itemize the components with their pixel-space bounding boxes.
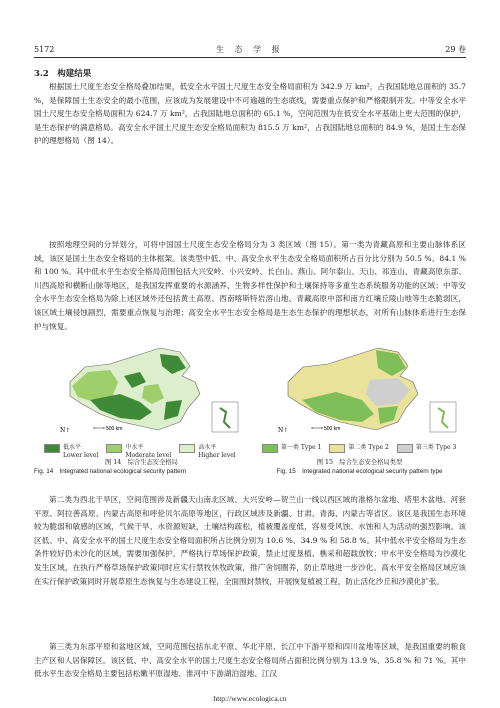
- section-heading: 3.2 构建结果: [34, 69, 92, 79]
- legend-label-cn: 高水平: [198, 444, 217, 451]
- legend-swatch: [44, 444, 60, 453]
- fig15-scale-label: 500 km: [324, 426, 341, 432]
- legend-label-en: Lower level: [63, 452, 99, 459]
- legend-item-type1: [262, 444, 321, 453]
- running-header: [34, 42, 466, 56]
- legend-item-type2: [329, 444, 388, 453]
- footer-url: http://www.ecologica.cn: [213, 694, 287, 703]
- legend-swatch: [262, 444, 278, 453]
- figure-15-map: [258, 342, 463, 437]
- paragraph-2: 按照地理空间的分异划分，可将中国国土尺度生态安全格局分为 3 类区域（图 15）。第一类为青藏高原和主要山脉体系区域，该区是国土生态安全格局的主体框架。该类型中低、中、高安全水平生态安全格局面积所占百分比分别为 50.5 %、84.1 % 和 100 %。其中低水平生态安全格局范围包括大兴安岭、小兴安岭、长白山、燕山、阿尔泰山、天山、祁连山、青藏高原东部、川西高原和横断山脉等地区，是我国发挥重要的水源涵养、生物多样性保护和土壤保持等多重生态系统服务功能的区域；中等安全水平生态安全格局为除上述区域外还包括黄土高原、西南喀斯特岩溶山地、青藏高原中部和南方红壤丘陵山地等生态脆弱区，该区域土壤侵蚀剧烈，需要重点恢复与治理；高安全水平生态安全格局是生态生态保护的理想状态，对所有山脉体系进行生态保护与恢复。: [34, 240, 466, 331]
- figure-15-legend: [262, 444, 456, 453]
- legend-label-cn: 中水平: [125, 444, 144, 451]
- paragraph-3: 第二类为西北干旱区，空间范围涉及新疆天山南北区域、大兴安岭—贺兰山一线以西区域的准格尔盆地、塔里木盆地、河套平原、阿拉善高原、内蒙古高原和呼伦贝尔高原等地区，行政区域涉及新疆、甘肃、青海、内蒙古等省区。该区是我国生态环境较为脆弱和敏感的区域，气候干旱、水资源短缺，土壤结构疏松，植被覆盖度低，容易受风蚀、水蚀和人为活动的强烈影响。该区低、中、高安全水平的国土尺度生态安全格局面积所占比例分别为 10.6 %、34.9 % 和 58.8 %。其中低水平安全格局为生态条件较好仍未沙化的区域，需要加强保护，严格执行草场保护政策，禁止过度垦植、樵采和超载放牧；中水平安全格局为沙漠化发生区域，在执行严格草场保护政策同时应实行禁牧休牧政策，推广舍饲圈养，防止草地进一步沙化。高水平安全格局区域应该在实行保护政策同时开展草原生态恢复与生态建设工程，全面围封禁牧，开展恢复植被工程，防止活化沙丘和沙漠化扩张。: [34, 495, 466, 586]
- caption-cn: 图 15 综合生态安全格局类型: [316, 459, 403, 466]
- legend-label: 第一类 Type 1: [281, 444, 322, 451]
- figure-15-caption: [252, 458, 467, 476]
- caption-cn: 图 14 综合生态安全格局: [105, 459, 178, 466]
- caption-en: Fig. 15 Integrated national ecological security pattern type: [276, 468, 443, 475]
- journal-title: 生 态 学 报: [215, 44, 284, 54]
- legend-item-type3: [397, 444, 456, 453]
- figure-14-map: [40, 342, 245, 437]
- legend-label-en: Moderate level: [125, 452, 172, 459]
- caption-en: Fig. 14 Integrated national ecological security pattern: [34, 468, 187, 475]
- fig14-scale-label: 500 km: [106, 426, 123, 432]
- north-arrow-icon: N↑: [60, 427, 71, 434]
- legend-swatch: [329, 444, 345, 453]
- paragraph-4: 第三类为东部平原和盆地区域，空间范围包括东北平原、华北平原、长江中下游平原和四川盆地等区域，是我国重要的粮食主产区和人居保障区。该区低、中、高安全水平的国土尺度生态安全格局所占面积比例分别为 13.9 %、35.8 % 和 71 %。其中低水平生态安全格局主要包括松嫩平原湿地、淮河中下游湖泊湿地、江汉: [34, 642, 466, 679]
- legend-swatch: [179, 444, 195, 453]
- legend-label: 第三类 Type 3: [415, 444, 457, 451]
- legend-label-cn: 低水平: [63, 444, 82, 451]
- header-rule: [34, 57, 466, 58]
- legend-label: 第二类 Type 2: [348, 444, 389, 451]
- figure-14-caption: [34, 458, 249, 476]
- legend-label-en: Higher level: [198, 452, 236, 459]
- volume-label: 29 卷: [445, 44, 466, 54]
- north-arrow-icon: N↑: [278, 427, 289, 434]
- paragraph-1: 根据国土尺度生态安全格局叠加结果，低安全水平国土尺度生态安全格局面积为 342.9 万 km²，占我国陆地总面积的 35.7 %，是保障国土生态安全的最小范围，应该成为发展建设中不可逾越的生态底线，需要重点保护和严格限制开发。中等安全水平国土尺度生态安全格局面积为 624.7 万 km²，占我国陆地总面积的 65.1 %，空间范围为在低安全水平基础上更大范围的保护，是生态保护的满意格局。高安全水平国土尺度生态安全格局面积为 815.5 万 km²，占我国陆地总面积的 84.9 %，是国土生态保护的理想格局（图 14）。: [34, 82, 466, 146]
- legend-swatch: [106, 444, 122, 453]
- page-number: 5172: [34, 44, 55, 54]
- legend-swatch: [397, 444, 413, 453]
